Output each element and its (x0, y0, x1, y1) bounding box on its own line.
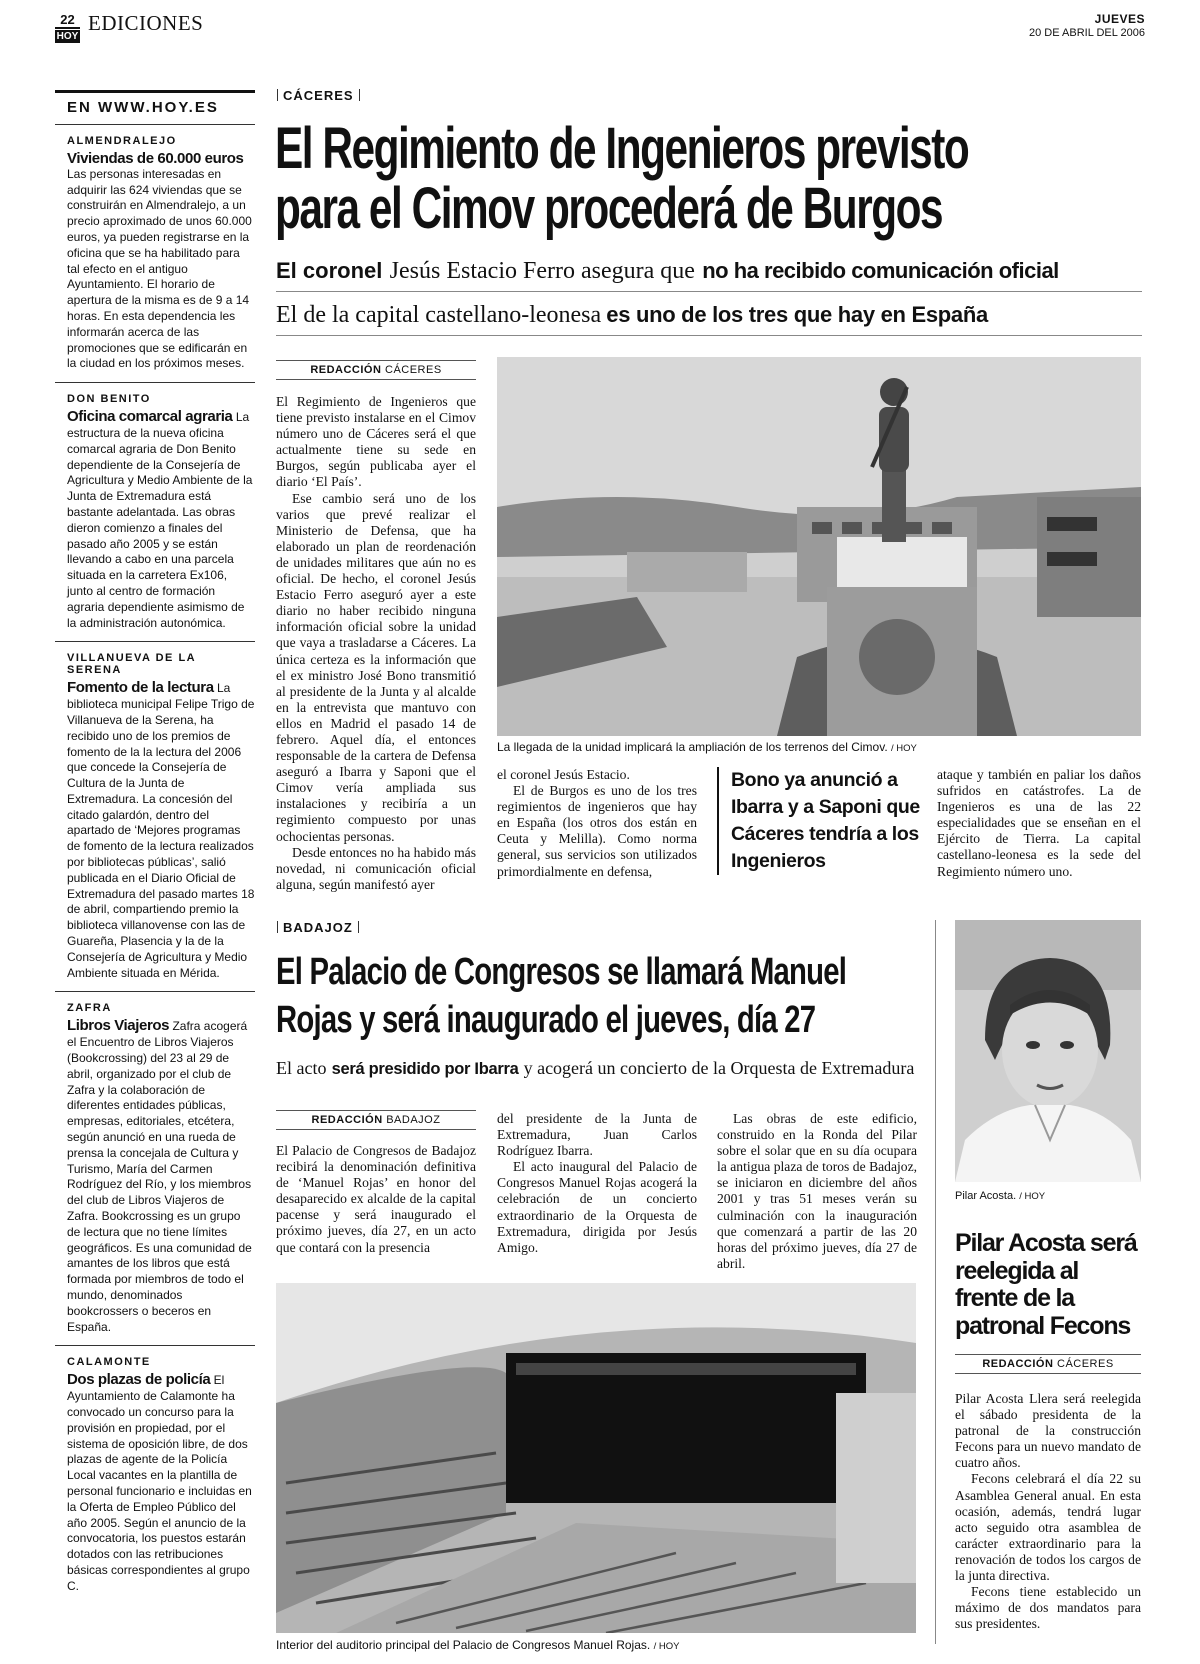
subhead-b: será presidido por Ibarra (331, 1060, 519, 1078)
item-text: La estructura de la nueva oficina comarcal agraria de Don Benito dependiente de la Consejería de Agricultura y Medio Ambiente de la Junta de Extremadura está bastante adelantada. Las obras dieron comienzo a finales del pasado año 2005 y se están llevando a cabo en una parcela situada en la carretera Ex106, junto al centro de formación agraria dependiente asimismo de la administración autonómica. (67, 410, 253, 630)
article1-subheadline (276, 258, 1142, 292)
paragraph: ataque y también en paliar los daños sufridos en catástrofes. La de Ingenieros es una de las 22 especialidades que se enseñan en el Ejército de Tierra. La capital castellano-leonesa es la sede del Regimiento número uno. (937, 767, 1141, 879)
header-day: JUEVES (1094, 12, 1145, 26)
headline-text: Pilar Acosta será reelegida al frente de la patronal Fecons (955, 1229, 1137, 1340)
section-tag-caceres (272, 88, 365, 103)
paragraph: El Palacio de Congresos de Badajoz recibirá la denominación definitiva de ‘Manuel Rojas’ en honor del desaparecido ex alcalde de la capital pacense y será inaugurado el próximo jueves, día 27, en un acto que contará con la presencia (276, 1143, 476, 1255)
statue-photo-illustration (497, 357, 1141, 736)
headline-line-1: El Palacio de Congresos se llamará Manuel (276, 951, 847, 993)
auditorium-illustration (276, 1283, 916, 1633)
sidebar-item (55, 1345, 255, 1604)
item-location: ALMENDRALEJO (67, 135, 177, 147)
paragraph: El Regimiento de Ingenieros que tiene previsto instalarse en el Cimov número uno de Cáceres será el que actualmente tiene su sede en Burgos, según publicaba ayer el diario ‘El País’. (276, 394, 476, 490)
subhead-2b: es uno de los tres que hay en España (606, 302, 988, 327)
sidebar-item (55, 124, 255, 382)
pullquote-text: Bono ya anunció a Ibarra y a Saponi que Cáceres tendría a los Ingenieros (731, 769, 920, 872)
item-headline[interactable]: Viviendas de 60.000 euros (67, 150, 244, 167)
header-date: 20 DE ABRIL DEL 2006 (1029, 27, 1145, 39)
caption-text: La llegada de la unidad implicará la ampliación de los terrenos del Cimov. (497, 740, 888, 754)
portrait-caption (955, 1190, 1045, 1202)
item-location: VILLANUEVA DE LA SERENA (67, 652, 196, 677)
auditorium-photo (276, 1283, 916, 1633)
paragraph: Desde entonces no ha habido más novedad, ni comunicación oficial alguna, según manifestó ayer (276, 844, 476, 892)
section-label: CÁCERES (283, 88, 354, 103)
byline-author: REDACCIÓN (310, 364, 382, 376)
paragraph: del presidente de la Junta de Extremadura, Juan Carlos Rodríguez Ibarra. (497, 1111, 697, 1159)
hoy-badge: HOY (56, 31, 79, 42)
section-label: BADAJOZ (283, 920, 353, 935)
portrait-illustration (955, 920, 1141, 1182)
item-headline[interactable]: Fomento de la lectura (67, 679, 214, 697)
article2-subheadline (276, 1058, 916, 1079)
pilar-acosta-portrait (955, 920, 1141, 1182)
article3-headline (955, 1230, 1145, 1340)
caption-credit: / HOY (891, 743, 917, 754)
paragraph: Las obras de este edificio, construido en la Ronda del Pilar sobre el solar que en su día ocupara la antigua plaza de toros de Badajoz, se iniciaron en diciembre del años 2001 y tras 51 meses verán su culminación con la inauguración que comenzará a partir de las 20 horas del próximo jueves, día 27 de abril. (717, 1111, 917, 1271)
paragraph: Pilar Acosta Llera será reelegida el sábado presidenta de la patronal de la construcción Fecons para un nuevo mandato de cuatro años. (955, 1391, 1141, 1471)
item-text: Las personas interesadas en adquirir las 624 viviendas que se construirán en Almendralejo, a un precio aproximado de unos 60.000 euros, ya pueden registrarse en la oficina que se ha habilitado para tal efecto en el antiguo Ayuntamiento. El horario de apertura de la misma es de 9 a 14 horas. En esta dependencia les informarán acerca de las promociones que se edificarán en la ciudad en los próximos meses. (67, 166, 252, 371)
article2-col3 (717, 1111, 917, 1272)
byline-place: CÁCERES (385, 364, 442, 376)
byline-place: BADAJOZ (386, 1114, 441, 1126)
article1-byline (276, 360, 476, 380)
headline-line-1: El Regimiento de Ingenieros previsto (275, 118, 969, 181)
page-header (55, 8, 1145, 48)
article1-subheadline-2 (276, 302, 1142, 336)
paragraph: Fecons celebrará el día 22 su Asamblea General anual. En esta ocasión, además, tendrá lugar acto seguido otra asamblea de carácter extraordinario para la renovación de todos los cargos de la junta directiva. (955, 1471, 1141, 1584)
article1-headline (275, 118, 1155, 248)
item-headline[interactable]: Libros Viajeros (67, 1017, 170, 1035)
sidebar-item (55, 382, 255, 641)
subhead-1c: no ha recibido comunicación oficial (702, 258, 1059, 283)
subhead-1b: Jesús Estacio Ferro asegura que (389, 258, 695, 284)
item-location: ZAFRA (67, 1002, 112, 1015)
byline-author: REDACCIÓN (982, 1358, 1054, 1370)
item-headline[interactable]: Dos plazas de policía (67, 1371, 211, 1389)
paragraph: Ese cambio será uno de los varios que prevé realizar el Ministerio de Defensa, que ha elaborado un plan de reordenación de unidades militares que aún no es oficial. De hecho, el coronel Jesús Estacio Ferro aseguró ayer a este diario no haber recibido ninguna información oficial sobre la unidad que vaya a trasladarse a Cáceres. La única certeza es la información que el ex ministro José Bono transmitió al presidente de la Junta y al alcalde en la entrevista que mantuvo con ellos en Madrid el pasado 14 de febrero. Aquel día, el entonces responsable de la cartera de Defensa aseguró a Ibarra y Saponi que el Cimov vería ampliada sus instalaciones y recibiría a un regimiento compuesto por unas ochocientas personas. (276, 490, 476, 844)
byline-place: CÁCERES (1057, 1358, 1114, 1370)
sidebar-title[interactable]: EN WWW.HOY.ES (55, 90, 255, 124)
headline-line-2: Rojas y será inaugurado el jueves, día 27 (276, 999, 816, 1041)
paragraph: Fecons tiene establecido un máximo de dos mandatos para sus presidentes. (955, 1584, 1141, 1632)
paragraph: El de Burgos es uno de los tres regimientos de ingenieros que hay en España (los otros dos están en Ceuta y Melilla). Como norma general, sus servicios son utilizados primordialmente en defensa, (497, 783, 697, 879)
item-location: DON BENITO (67, 393, 151, 406)
cimov-photo-caption (497, 740, 1141, 754)
paragraph: el coronel Jesús Estacio. (497, 767, 630, 782)
sidebar-item (55, 641, 255, 991)
auditorium-photo-caption (276, 1638, 916, 1652)
column-divider (935, 920, 936, 1644)
article2-byline (276, 1110, 476, 1130)
item-text: El Ayuntamiento de Calamonte ha convocado un concurso para la provisión en propiedad, por el sistema de oposición libre, de dos plazas de agente de la Policía Local vacantes en la plantilla de personal funcionario e incluidas en la Oferta de Empleo Público del año 2005. Según el anuncio de la convocatoria, los puestos estarán dotados con las retribuciones básicas correspondientes al grupo C. (67, 1373, 252, 1593)
page-number: 22 (55, 12, 80, 29)
section-tag-badajoz (272, 920, 364, 935)
caption-credit: / HOY (1019, 1191, 1046, 1202)
sidebar (55, 90, 255, 1605)
subhead-c: y acogerá un concierto de la Orquesta de Extremadura (523, 1058, 915, 1078)
article1-col4 (937, 767, 1141, 880)
article1-col2 (497, 767, 697, 880)
subhead-2a: El de la capital castellano-leonesa (276, 302, 602, 328)
article2-col2 (497, 1111, 697, 1256)
sidebar-item (55, 991, 255, 1345)
item-text: La biblioteca municipal Felipe Trigo de Villanueva de la Serena, ha recibido uno de los premios de fomento de la la lectura del 2006 que concede la Consejería de Cultura de la Junta de Extremadura. La concesión del citado galardón, dentro del apartado de ‘Mejores programas de fomento de la lectura realizados por bibliotecas públicas’, salió publicada en el Diario Oficial de Extremadura del pasado martes 18 de abril, compartiendo premio la biblioteca villanovense con las de Guareña, Plasencia y la de la Consejería de Agricultura y Medio Ambiente situada en Mérida. (67, 681, 255, 980)
subhead-1a: El coronel (276, 258, 383, 283)
article1-col1 (276, 394, 476, 893)
caption-credit: / HOY (653, 1641, 680, 1652)
subhead-a: El acto (276, 1058, 327, 1078)
page-number-badge (55, 12, 80, 44)
article2-col1 (276, 1143, 476, 1256)
section-title: EDICIONES (88, 11, 204, 35)
item-headline[interactable]: Oficina comarcal agraria (67, 408, 233, 426)
item-text: Zafra acogerá el Encuentro de Libros Viajeros (Bookcrossing) del 23 al 29 de abril, organizado por el club de Zafra y la colaboración de diferentes entidades públicas, empresas, editoriales, etcétera, según anunció en una rueda de prensa la concejala de Cultura y Turismo, María del Carmen Rodríguez del Río, y los miembros del club de Libros Viajeros de Zafra. Bookcrossing es un grupo de lectura que no tiene límites geográficos. Es una comunidad de amantes de los libros que está formada por miembros de todo el mundo, denominados bookcrossers o beceros en España. (67, 1019, 252, 1334)
caption-text: Pilar Acosta. (955, 1190, 1017, 1202)
byline-author: REDACCIÓN (311, 1114, 383, 1126)
caption-text: Interior del auditorio principal del Palacio de Congresos Manuel Rojas. (276, 1638, 651, 1652)
article3-body (955, 1391, 1141, 1632)
article2-headline (276, 948, 916, 1048)
headline-line-2: para el Cimov procederá de Burgos (275, 176, 943, 241)
paragraph: El acto inaugural del Palacio de Congresos Manuel Rojas acogerá la celebración de un concierto extraordinario de la Orquesta de Extremadura, dirigida por Jesús Amigo. (497, 1159, 697, 1255)
pullquote (717, 767, 922, 875)
article3-byline (955, 1354, 1141, 1374)
cimov-photo (497, 357, 1141, 736)
item-location: CALAMONTE (67, 1356, 151, 1369)
